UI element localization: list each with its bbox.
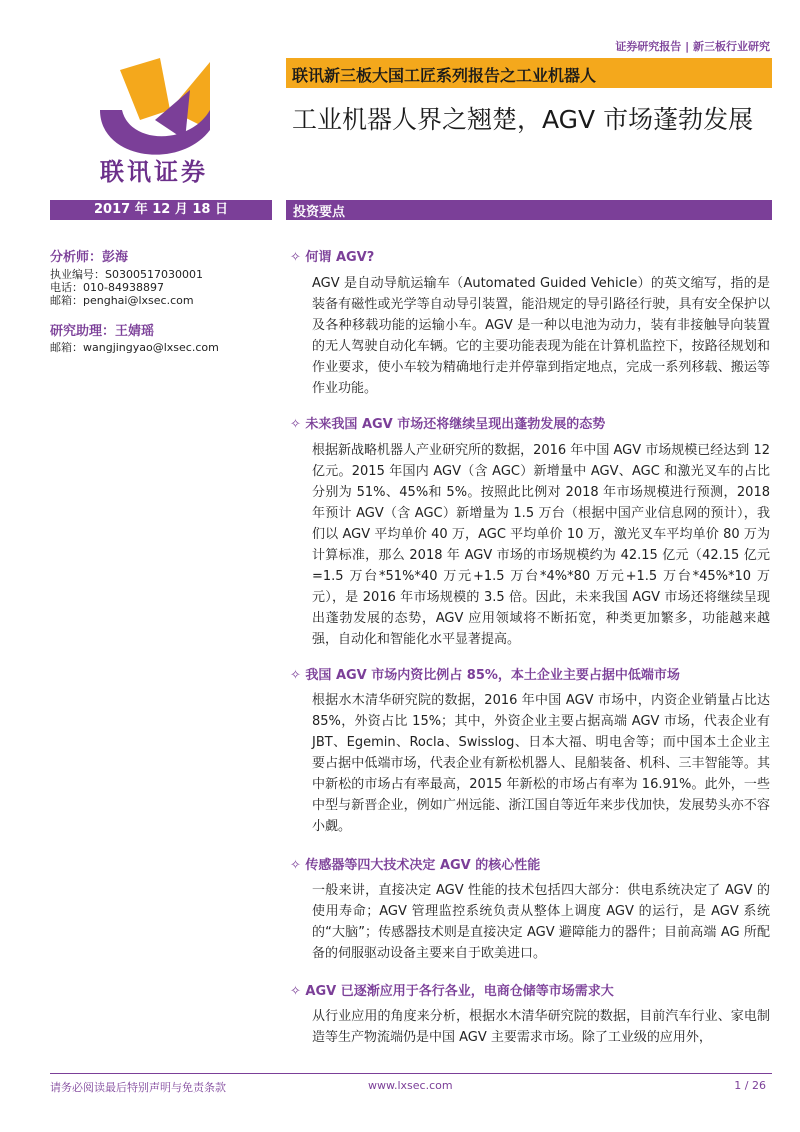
- footer-website-link[interactable]: www.lxsec.com: [368, 1079, 453, 1092]
- section-body: 一般来讲，直接决定 AGV 性能的技术包括四大部分：供电系统决定了 AGV 的使用寿命；AGV 管理监控系统负责从整体上调度 AGV 的运行，是 AGV 系统的“大脑”；传感器技术则是直接决定 AGV 避障能力的器件；目前高端 AG 所配备的伺服驱动设备主要来自于欧美进口。: [312, 883, 770, 961]
- section-heading: ✧ 我国 AGV 市场内资比例占 85%，本土企业主要占据中低端市场: [290, 668, 680, 683]
- section-body: 根据新战略机器人产业研究所的数据，2016 年中国 AGV 市场规模已经达到 12 亿元。2015 年国内 AGV（含 AGC）新增量中 AGV、AGC 和激光叉车的占比分别为 51%、45%和 5%。按照此比例对 2018 年市场规模进行预测，2018 年预计 AGV（含 AGC）新增量为 1.5 万台（根据中国产业信息网的预计），我们以 AGV 平均单价 40 万，AGC 平均单价 10 万，激光叉车平均单价 80 万为计算标准，那么 2018 年 AGV 市场的市场规模约为 42.15 亿元（42.15 亿元=1.5 万台*51%*40 万元+1.5 万台*4%*80 万元+1.5 万台*45%*10 万元），是 2016 年市场规模的 3.5 倍。因此，未来我国 AGV 市场还将继续呈现出蓬勃发展的态势，AGV 应用领域将不断拓宽，种类更加繁多，功能越来越强，自动化和智能化水平显著提高。: [312, 443, 770, 647]
- section-body: 从行业应用的角度来分析，根据水木清华研究院的数据，目前汽车行业、家电制造等生产物流端仍是中国 AGV 主要需求市场。除了工业级的应用外，: [312, 1009, 770, 1045]
- section-bar: [286, 200, 772, 220]
- section-heading: ✧ AGV 已逐渐应用于各行各业，电商仓储等市场需求大: [290, 984, 614, 999]
- assistant-email: 邮箱：wangjingyao@lxsec.com: [50, 341, 219, 354]
- analyst-license: 执业编号：S0300517030001: [50, 268, 203, 281]
- series-title: 联讯新三板大国工匠系列报告之工业机器人: [292, 66, 597, 85]
- section-heading: ✧ 传感器等四大技术决定 AGV 的核心性能: [290, 858, 541, 873]
- section-title: 投资要点: [293, 205, 346, 220]
- footer-disclaimer-link[interactable]: 请务必阅读最后特别声明与免责条款: [50, 1081, 226, 1094]
- section-heading: ✧ 何谓 AGV?: [290, 250, 375, 265]
- analyst-name: 分析师：彭海: [50, 250, 129, 265]
- page-number: 1 / 26: [734, 1079, 766, 1092]
- analyst-phone: 电话：010-84938897: [50, 281, 164, 294]
- report-title: 工业机器人界之翘楚，AGV 市场蓬勃发展: [292, 105, 754, 134]
- logo-text: 联讯证券: [100, 157, 208, 186]
- assistant-name: 研究助理：王婧瑶: [50, 324, 155, 339]
- report-category: 证券研究报告 | 新三板行业研究: [615, 40, 770, 53]
- footer-divider: [50, 1073, 772, 1074]
- analyst-email: 邮箱：penghai@lxsec.com: [50, 294, 194, 307]
- section-body: AGV 是自动导航运输车（Automated Guided Vehicle）的英文缩写，指的是装备有磁性或光学等自动导引装置，能沿规定的导引路径行驶，具有安全保护以及各种移载功能的运输小车。AGV 是一种以电池为动力，装有非接触导向装置的无人驾驶自动化车辆。它的主要功能表现为能在计算机监控下，按路径规划和作业要求，使小车较为精确地行走并停靠到指定地点，完成一系列移载、搬运等作业功能。: [312, 276, 770, 396]
- section-body: 根据水木清华研究院的数据，2016 年中国 AGV 市场中，内资企业销量占比达 85%，外资占比 15%；其中，外资企业主要占据高端 AGV 市场，代表企业有 JBT、Egemin、Rocla、Swisslog、日本大福、明电舍等；而中国本土企业主要占据中低端市场，代表企业有新松机器人、昆船装备、机科、三丰智能等。其中新松的市场占有率最高，2015 年新松的市场占有率为 16.91%。此外，一些中型与新晋企业，例如广州远能、浙江国自等近年来步伐加快，发展势头亦不容小觑。: [312, 693, 770, 834]
- report-date: 2017 年 12 月 18 日: [50, 200, 272, 220]
- section-heading: ✧ 未来我国 AGV 市场还将继续呈现出蓬勃发展的态势: [290, 417, 606, 432]
